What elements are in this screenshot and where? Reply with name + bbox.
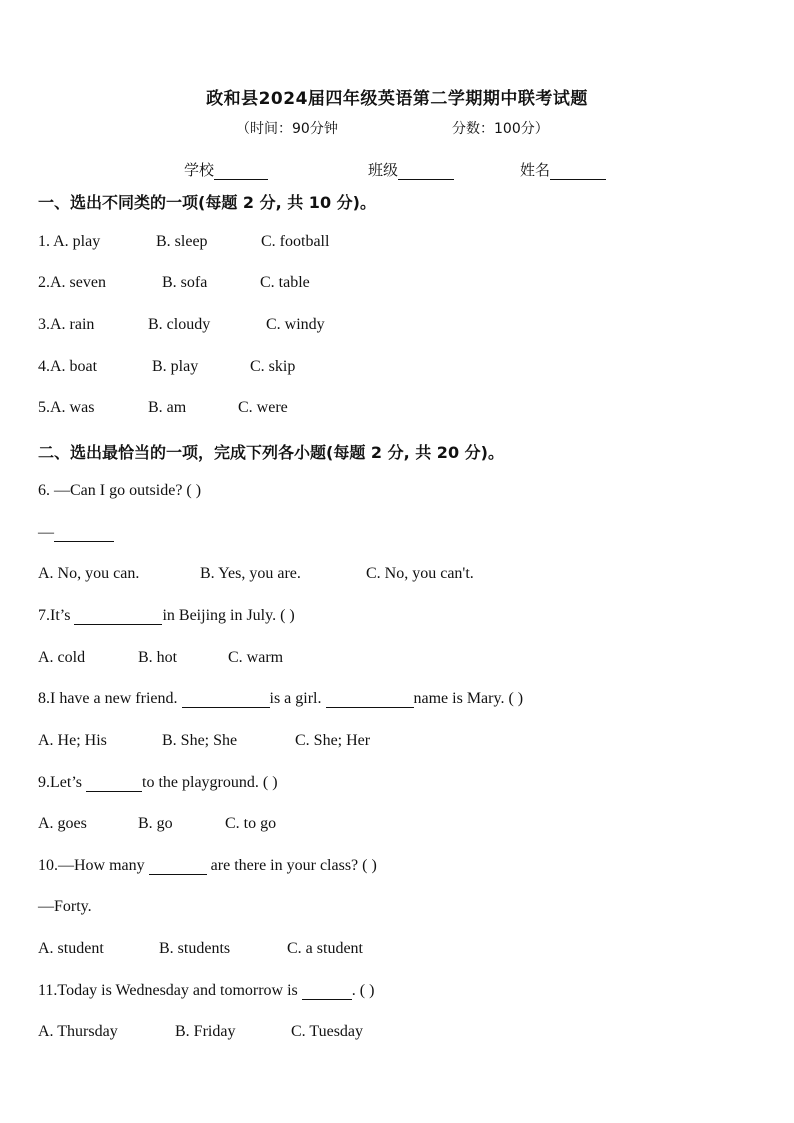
option-b: B. Friday [175,1023,236,1040]
question-6-options [38,565,474,583]
option-b: B. cloudy [148,316,211,333]
question-number: 2. [38,274,50,291]
question-10-options [38,940,363,958]
option-a: A. boat [50,358,98,375]
option-a: A. was [50,399,95,416]
option-c: C. were [238,399,288,416]
question-3 [38,316,325,334]
reply-dash: — [38,524,54,541]
question-6-reply [38,524,114,542]
question-7-options [38,649,284,667]
stem-text: 10.—How many [38,857,149,874]
class-field [368,159,454,180]
option-a: A. play [53,233,101,250]
option-b: B. sofa [162,274,208,291]
option-c: C. She; Her [295,732,371,749]
exam-time: （时间：90分钟 [236,121,338,137]
option-b: B. students [159,940,231,957]
option-c: C. Tuesday [291,1023,364,1040]
option-b: B. sleep [156,233,208,250]
option-c: C. No, you can't. [366,565,474,582]
question-1 [38,233,330,251]
stem-text: to the playground. ( ) [142,774,278,791]
question-number: 3. [38,316,50,333]
question-6-stem: 6. —Can I go outside? ( ) [38,482,202,499]
question-9-options [38,815,277,833]
section-2-heading: 二、选出最恰当的一项，完成下列各小题(每题 2 分, 共 20 分)。 [38,443,504,462]
option-b: B. go [138,815,173,832]
option-a: A. No, you can. [38,565,140,582]
stem-text: 11.Today is Wednesday and tomorrow is [38,982,302,999]
class-blank[interactable] [398,179,454,180]
exam-score: 分数：100分） [452,121,549,137]
question-9-stem [38,774,278,792]
exam-title: 政和县2024届四年级英语第二学期期中联考试题 [206,89,588,109]
option-a: A. rain [50,316,95,333]
answer-blank[interactable] [182,707,270,708]
stem-text: 7.It’s [38,607,75,624]
option-c: C. warm [228,649,284,666]
option-b: B. Yes, you are. [200,565,301,582]
stem-text: 8.I have a new friend. [38,690,182,707]
question-10-reply: —Forty. [38,898,92,915]
stem-text: are there in your class? ( ) [206,857,377,874]
option-c: C. football [261,233,330,250]
answer-blank[interactable] [86,791,142,792]
name-field [520,159,606,180]
stem-text: in Beijing in July. ( ) [162,607,295,624]
name-label: 姓名 [520,161,551,179]
option-b: B. play [152,358,199,375]
answer-blank[interactable] [326,707,414,708]
question-11-stem [38,982,374,1000]
answer-blank[interactable] [74,624,162,625]
option-c: C. a student [287,940,363,957]
question-number: 1. [38,233,54,250]
question-2 [38,274,310,292]
answer-blank[interactable] [54,541,114,542]
option-b: B. She; She [162,732,238,749]
option-c: C. windy [266,316,325,333]
question-5 [38,399,288,417]
class-label: 班级 [368,161,399,179]
option-a: A. goes [38,815,87,832]
question-8-options [38,732,371,750]
option-a: A. student [38,940,104,957]
option-a: A. Thursday [38,1023,118,1040]
question-11-options [38,1023,364,1041]
option-b: B. am [148,399,187,416]
option-a: A. He; His [38,732,107,749]
stem-text: 9.Let’s [38,774,86,791]
option-c: C. skip [250,358,296,375]
question-4 [38,358,296,376]
answer-blank[interactable] [302,999,352,1000]
question-7-stem [38,607,295,625]
option-a: A. cold [38,649,86,666]
section-1-heading: 一、选出不同类的一项(每题 2 分, 共 10 分)。 [38,193,376,212]
question-8-stem [38,690,523,708]
question-10-stem [38,857,377,875]
stem-text: name is Mary. ( ) [413,690,524,707]
school-field [184,159,268,180]
school-label: 学校 [184,161,215,179]
question-number: 4. [38,358,50,375]
option-c: C. table [260,274,310,291]
answer-blank[interactable] [149,874,207,875]
question-number: 5. [38,399,50,416]
school-blank[interactable] [214,179,268,180]
stem-text: is a girl. [269,690,326,707]
option-b: B. hot [138,649,178,666]
option-c: C. to go [225,815,277,832]
name-blank[interactable] [550,179,606,180]
option-a: A. seven [50,274,106,291]
stem-text: . ( ) [351,982,375,999]
